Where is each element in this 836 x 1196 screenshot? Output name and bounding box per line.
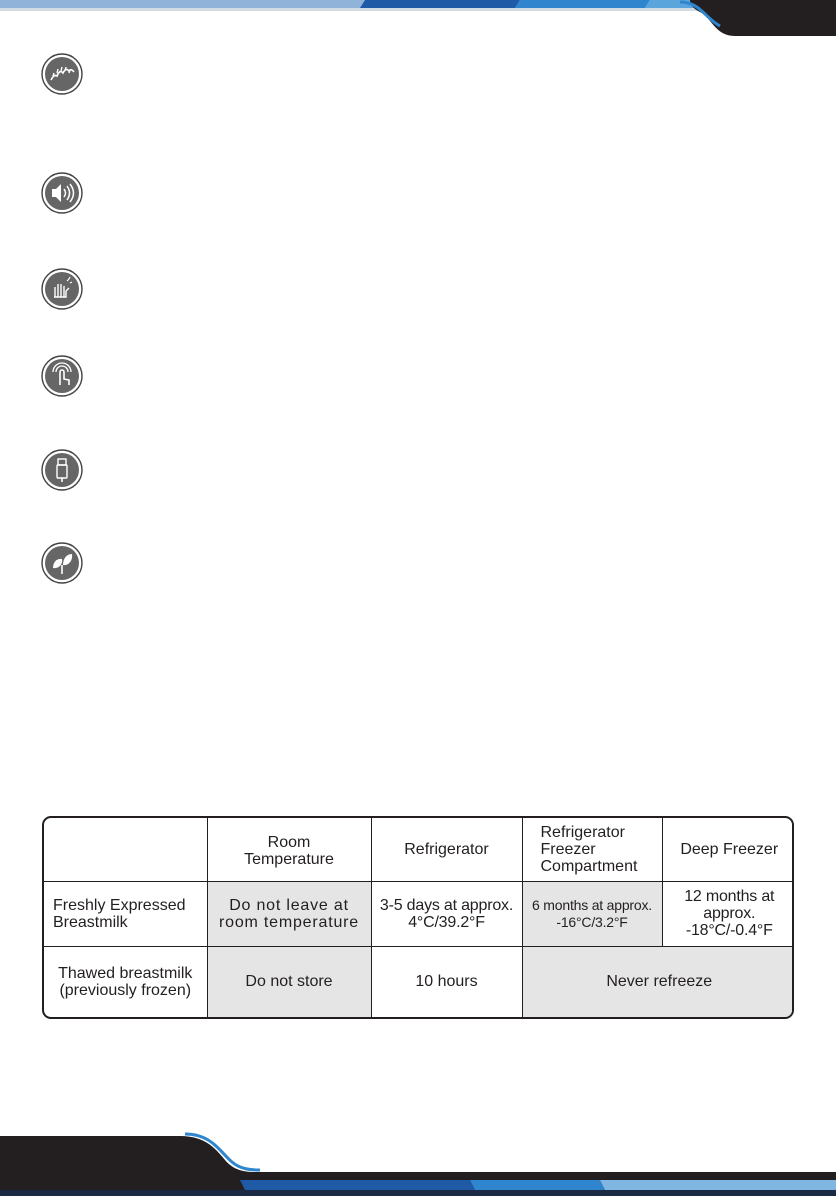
cell-fresh-room-line-2: room temperature [219,913,359,931]
row-label-fresh [44,881,207,946]
cell-fresh-refrigerator [371,881,522,946]
cell-fresh-fridge-line-1: 3-5 days at approx. [379,896,514,914]
cell-fresh-freezer-line-2: -16°C/3.2°F [556,913,628,930]
header-deep-freezer-text: Deep Freezer [680,840,779,858]
table-row-thawed [44,946,794,1017]
header-refrigerator-freezer-compartment [522,818,662,881]
cell-fresh-deep-line-2: -18°C/-0.4°F [685,922,773,939]
cell-thawed-room [207,946,371,1017]
header-empty-cell [44,818,207,881]
row-thawed-label-line-2: (previously frozen) [59,981,192,999]
cell-thawed-refrigerator [371,946,522,1017]
header-refrigerator [371,818,522,881]
row-fresh-label-line-2: Breastmilk [53,913,128,931]
cell-thawed-fridge-text: 10 hours [415,973,478,991]
header-rfc-line-1: Refrigerator [540,823,625,841]
massage-wave-icon [40,52,84,96]
cell-thawed-freezers [522,946,794,1017]
usb-cable-icon [40,448,84,492]
header-rfc-line-2: Freezer [540,840,596,858]
row-label-thawed [44,946,207,1017]
cell-fresh-freezer-line-1: 6 months at approx. [532,896,652,913]
breastmilk-storage-table [42,816,794,1019]
cell-fresh-deep-line-1: 12 months at approx. [684,888,775,922]
table-row-fresh [44,881,794,946]
cell-thawed-freezer-text: Never refreeze [606,973,713,991]
header-room-line-1: Room [267,834,311,852]
touch-finger-icon [40,354,84,398]
table-header-row [44,818,794,881]
top-decorative-band [0,0,836,36]
row-thawed-label-line-1: Thawed breastmilk [58,964,193,982]
header-deep-freezer [662,818,794,881]
cell-fresh-room-line-1: Do not leave at [229,896,349,914]
row-fresh-label-line-1: Freshly Expressed [53,896,186,914]
cell-thawed-room-text: Do not store [245,973,333,991]
leaf-eco-icon [40,541,84,585]
header-room-temperature [207,818,371,881]
header-room-line-2: Temperature [244,851,334,869]
cell-fresh-freezer-compartment [522,881,662,946]
speaker-volume-icon [40,171,84,215]
header-rfc-line-3: Compartment [540,857,638,875]
header-refrigerator-text: Refrigerator [404,840,489,858]
cell-fresh-fridge-line-2: 4°C/39.2°F [408,913,485,931]
cell-fresh-deep-freezer [662,881,794,946]
hand-sanitize-icon [40,267,84,311]
cell-fresh-room [207,881,371,946]
bottom-decorative-band [0,1128,836,1196]
